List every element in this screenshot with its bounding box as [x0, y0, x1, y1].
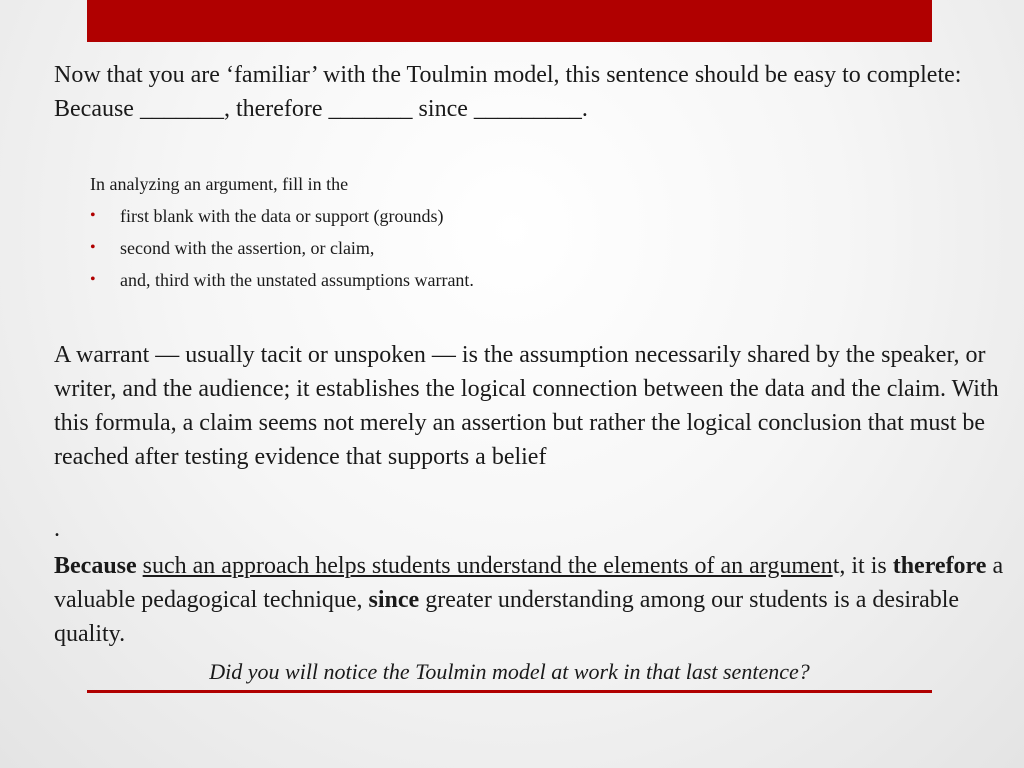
list-item-text: first blank with the data or support (grounds): [120, 206, 444, 226]
claim-text: a valuable pedagogical technique,: [54, 553, 1004, 613]
warrant-text: greater understanding among our students is a desirable quality.: [54, 587, 960, 647]
bottom-accent-rule: [87, 690, 932, 693]
list-item: [90, 264, 990, 296]
list-item: [90, 200, 990, 232]
since-keyword: since: [368, 587, 420, 613]
list-item-text: second with the assertion, or claim,: [120, 238, 375, 258]
because-keyword: Because: [54, 553, 137, 579]
warrant-paragraph: A warrant — usually tacit or unspoken — is the assumption necessarily shared by the speaker, or writer, and the audience; it establishes the logical connection between the data and the claim. With this formula, a claim seems not merely an assertion but rather the logical conclusion that must be reached after testing evidence that supports a belief: [54, 342, 999, 470]
top-accent-bar: [87, 0, 932, 42]
bullet-icon: •: [90, 207, 96, 224]
intro-paragraph: Now that you are ‘familiar’ with the Toulmin model, this sentence should be easy to complete: Because _______, therefore _______ since _________.: [54, 62, 962, 122]
bullet-icon: •: [90, 271, 96, 288]
because-text-continued: t, it is: [832, 553, 893, 579]
closing-question: Did you will notice the Toulmin model at work in that last sentence?: [209, 659, 810, 684]
analysis-section: [90, 168, 990, 296]
grounds-underlined: such an approach helps students understand the elements of an argumen: [142, 553, 833, 579]
bullet-icon: •: [90, 239, 96, 256]
list-item-text: and, third with the unstated assumptions warrant.: [120, 270, 474, 290]
analysis-list: [90, 200, 990, 296]
analysis-lead: In analyzing an argument, fill in the: [90, 174, 349, 194]
list-item: [90, 232, 990, 264]
therefore-keyword: therefore: [892, 553, 987, 579]
stray-dot: .: [54, 516, 60, 542]
because-paragraph: [54, 549, 1004, 651]
